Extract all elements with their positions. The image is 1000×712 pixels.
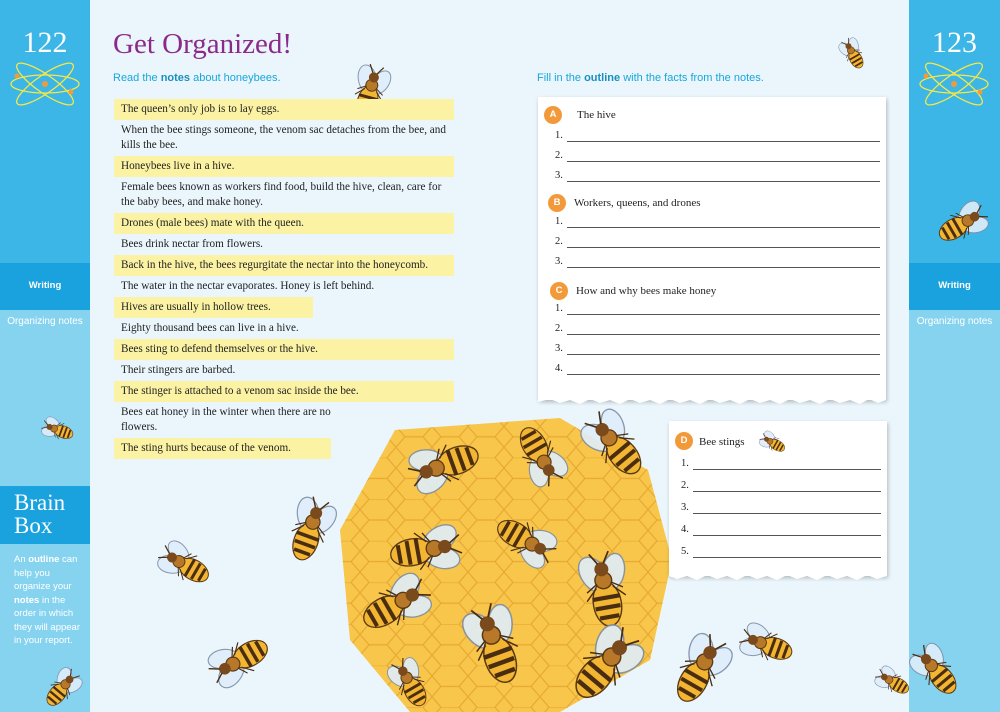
- line-number: 1.: [555, 216, 563, 227]
- answer-line[interactable]: [567, 141, 880, 142]
- instruction-text: with the facts from the notes.: [620, 72, 764, 84]
- instruction-keyword: notes: [160, 72, 191, 84]
- line-number: 2.: [681, 480, 689, 491]
- answer-line[interactable]: [693, 469, 881, 470]
- outline-line[interactable]: [681, 524, 881, 538]
- section-letter-badge: C: [550, 282, 568, 300]
- bee-icon: [665, 630, 735, 710]
- brain-box-title-line2: Box: [14, 513, 53, 538]
- outline-line[interactable]: [555, 130, 880, 144]
- left-section-label: Writing: [28, 280, 62, 291]
- answer-line[interactable]: [567, 314, 880, 315]
- line-number: 2.: [555, 323, 563, 334]
- note-item: The queen’s only job is to lay eggs.: [114, 99, 454, 120]
- line-number: 4.: [681, 524, 689, 535]
- outline-line[interactable]: [555, 150, 880, 164]
- section-title: Workers, queens, and drones: [574, 197, 701, 209]
- bee-icon: [565, 620, 645, 710]
- note-item: Drones (male bees) mate with the queen.: [114, 213, 454, 234]
- note-item: Bees eat honey in the winter when there are no flowers.: [121, 406, 331, 433]
- note-item: Hives are usually in hollow trees.: [114, 297, 313, 318]
- answer-line[interactable]: [567, 181, 880, 182]
- note-item: Eighty thousand bees can live in a hive.: [121, 322, 299, 334]
- outline-line[interactable]: [555, 323, 880, 337]
- brain-text-bold: notes: [14, 594, 40, 606]
- answer-line[interactable]: [567, 374, 880, 375]
- answer-line[interactable]: [567, 334, 880, 335]
- line-number: 1.: [555, 130, 563, 141]
- line-number: 3.: [555, 343, 563, 354]
- bee-icon: [355, 565, 435, 645]
- outline-line[interactable]: [681, 502, 881, 516]
- line-number: 5.: [681, 546, 689, 557]
- note-item: Bees sting to defend themselves or the hive.: [114, 339, 454, 360]
- note-item: Bees drink nectar from flowers.: [121, 238, 263, 250]
- note-item: The stinger is attached to a venom sac inside the bee.: [114, 381, 454, 402]
- bee-icon: [575, 405, 655, 485]
- outline-line[interactable]: [555, 216, 880, 230]
- section-letter-badge: B: [548, 194, 566, 212]
- instruction-text: about honeybees.: [190, 72, 281, 84]
- bee-icon: [505, 420, 575, 490]
- line-number: 4.: [555, 363, 563, 374]
- brain-text-part: in the order in which they will appear in your report.: [14, 594, 81, 646]
- outline-line[interactable]: [555, 343, 880, 357]
- line-number: 2.: [555, 236, 563, 247]
- right-page-number: 123: [932, 26, 977, 59]
- brain-text-part: can help you organize your: [14, 554, 78, 592]
- line-number: 1.: [555, 303, 563, 314]
- bee-icon: [280, 490, 340, 570]
- note-item: Their stingers are barbed.: [121, 364, 236, 376]
- left-page-number: 122: [22, 26, 68, 59]
- outline-line[interactable]: [555, 363, 880, 377]
- bee-icon: [40, 412, 76, 448]
- outline-line[interactable]: [555, 170, 880, 184]
- line-number: 3.: [555, 170, 563, 181]
- bee-icon: [905, 640, 967, 702]
- answer-line[interactable]: [567, 267, 880, 268]
- outline-line[interactable]: [555, 256, 880, 270]
- section-title: How and why bees make honey: [576, 285, 717, 297]
- instruction-text: Fill in the: [537, 72, 585, 84]
- torn-edge: [538, 394, 886, 406]
- answer-line[interactable]: [567, 161, 880, 162]
- line-number: 3.: [555, 256, 563, 267]
- outline-line[interactable]: [681, 458, 881, 472]
- section-letter-badge: A: [544, 106, 562, 124]
- answer-line[interactable]: [693, 535, 881, 536]
- page-title: Get Organized!: [113, 28, 293, 60]
- note-item: Back in the hive, the bees regurgitate the nectar into the honeycomb.: [114, 255, 454, 276]
- right-subsection-label: Organizing notes: [916, 316, 993, 327]
- bee-icon: [375, 655, 445, 712]
- answer-line[interactable]: [693, 557, 881, 558]
- torn-edge: [669, 570, 887, 582]
- bee-icon: [200, 625, 280, 695]
- instruction-keyword: outline: [584, 72, 621, 84]
- section-letter-badge: D: [675, 432, 693, 450]
- note-item: The water in the nectar evaporates. Honey is left behind.: [121, 280, 375, 292]
- note-item: Female bees known as workers find food, build the hive, clean, care for the baby bees, and make honey.: [121, 181, 442, 208]
- answer-line[interactable]: [693, 513, 881, 514]
- note-item: The sting hurts because of the venom.: [114, 438, 331, 459]
- answer-line[interactable]: [567, 247, 880, 248]
- line-number: 3.: [681, 502, 689, 513]
- outline-instruction: [537, 72, 764, 84]
- outline-card: [538, 97, 886, 400]
- bee-icon: [933, 195, 991, 253]
- notes-instruction: [113, 72, 281, 84]
- brain-text-part: An: [14, 554, 29, 565]
- note-item: Honeybees live in a hive.: [114, 156, 454, 177]
- notes-list: [114, 99, 454, 459]
- brain-box-title-line1: Brain: [14, 490, 66, 515]
- bee-icon: [735, 615, 799, 675]
- outline-line[interactable]: [555, 303, 880, 317]
- outline-line[interactable]: [681, 546, 881, 560]
- answer-line[interactable]: [567, 227, 880, 228]
- answer-line[interactable]: [693, 491, 881, 492]
- outline-line[interactable]: [681, 480, 881, 494]
- line-number: 1.: [681, 458, 689, 469]
- bee-icon: [455, 600, 535, 690]
- bee-icon: [490, 505, 560, 575]
- section-title: The hive: [577, 109, 616, 121]
- bee-icon: [835, 36, 871, 72]
- bee-icon: [150, 535, 220, 595]
- brain-text-bold: outline: [28, 554, 60, 565]
- answer-line[interactable]: [567, 354, 880, 355]
- instruction-text: Read the: [113, 72, 161, 84]
- right-section-label: Writing: [938, 280, 971, 291]
- section-title: Bee stings: [699, 436, 745, 448]
- left-subsection-label: Organizing notes: [7, 316, 83, 327]
- note-item: When the bee stings someone, the venom sac detaches from the bee, and kills the bee.: [121, 124, 446, 151]
- line-number: 2.: [555, 150, 563, 161]
- bee-icon: [40, 665, 84, 712]
- outline-line[interactable]: [555, 236, 880, 250]
- bee-icon: [755, 428, 791, 458]
